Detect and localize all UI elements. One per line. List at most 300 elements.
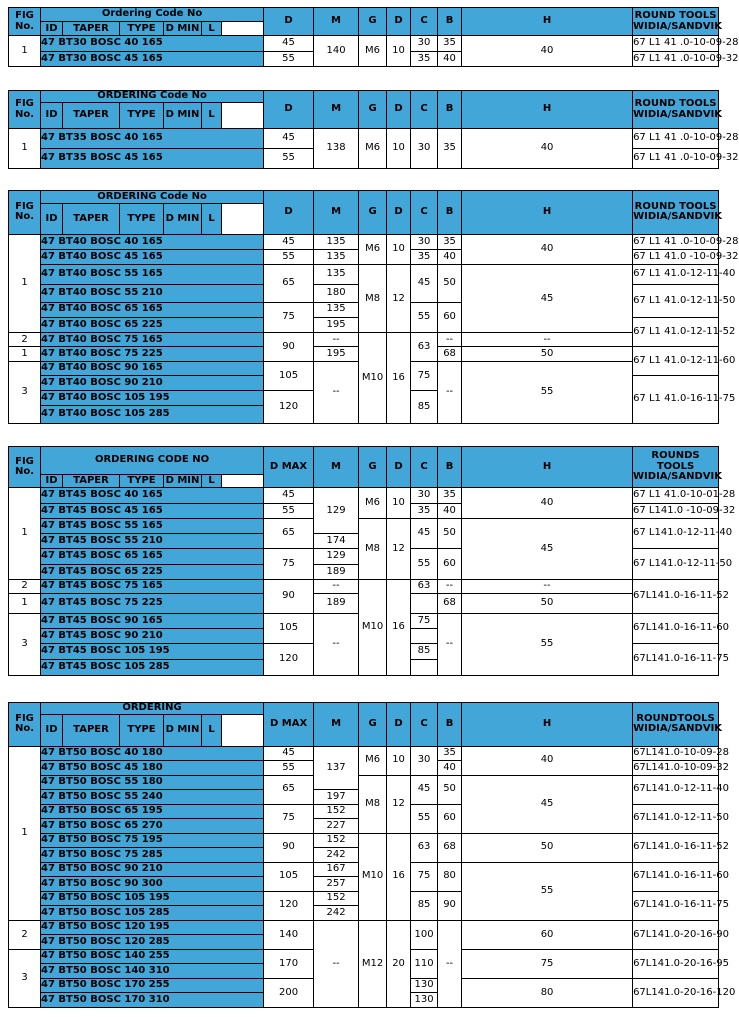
taper-header: TAPER	[63, 204, 120, 235]
m-cell: 152	[314, 833, 359, 848]
c-cell: 75	[411, 862, 438, 891]
type-header: TYPE	[120, 103, 164, 129]
fig-cell: 3	[9, 949, 41, 1007]
h-cell: 40	[462, 129, 633, 169]
m-cell: 195	[314, 317, 359, 332]
fig-header: FIG No.	[9, 447, 41, 488]
d-cell: 140	[264, 920, 314, 949]
ordering-code: 47 BT50 BOSC 170 310	[41, 993, 264, 1008]
tool-cell: 67L141.0-20-16-90	[633, 920, 719, 949]
b-header: B	[438, 191, 462, 235]
h-header: H	[462, 91, 633, 129]
dd-cell: 10	[387, 36, 411, 67]
tool-cell: 67L141.0-20-16-95	[633, 949, 719, 978]
c-cell: 130	[411, 978, 438, 993]
dd-header: D	[387, 447, 411, 488]
tool-cell: 67L141.0-16-11-75	[633, 644, 719, 676]
m-header: M	[314, 191, 359, 235]
g-cell: M6	[359, 488, 387, 519]
dd-cell: 12	[387, 518, 411, 579]
g-header: G	[359, 191, 387, 235]
tools-header: ROUNDS TOOLS WIDIA/SANDVIK	[633, 447, 719, 488]
b-cell: 60	[438, 549, 462, 580]
d-header: D	[264, 191, 314, 235]
g-header: G	[359, 703, 387, 747]
dd-cell: 10	[387, 746, 411, 775]
ordering-code: 47 BT50 BOSC 105 285	[41, 906, 264, 921]
ordering-code: 47 BT30 BOSC 40 165	[41, 36, 264, 51]
ordering-code: 47 BT40 BOSC 105 285	[41, 406, 264, 424]
h-header: H	[462, 703, 633, 747]
ordering-code: 47 BT45 BOSC 65 225	[41, 564, 264, 579]
fig-header: FIG No.	[9, 703, 41, 747]
b-cell: 40	[438, 761, 462, 776]
c-header: C	[411, 703, 438, 747]
b-cell: 35	[438, 36, 462, 51]
g-header: G	[359, 91, 387, 129]
ordering-code: 47 BT45 BOSC 40 165	[41, 488, 264, 503]
tool-cell: 67 L1 41.0-12-11-40	[633, 265, 719, 285]
d-cell: 200	[264, 978, 314, 1007]
h-cell: 40	[462, 488, 633, 519]
dmin-header: D MIN	[164, 715, 202, 746]
ordering-code: 47 BT30 BOSC 45 165	[41, 51, 264, 66]
m-cell: 129	[314, 488, 359, 534]
h-cell: 55	[462, 862, 633, 920]
tool-cell: 67L141.0-16-11-75	[633, 891, 719, 920]
h-cell: 50	[462, 347, 633, 361]
m-cell: --	[314, 613, 359, 675]
ordering-code: 47 BT40 BOSC 45 165	[41, 250, 264, 265]
b-cell: 68	[438, 594, 462, 614]
h-cell: 45	[462, 775, 633, 833]
c-cell: 35	[411, 503, 438, 518]
fig-cell: 3	[9, 361, 41, 423]
ordering-code: 47 BT45 BOSC 105 195	[41, 644, 264, 659]
ordering-code: 47 BT40 BOSC 105 195	[41, 391, 264, 406]
m-cell: 195	[314, 347, 359, 361]
m-cell: 242	[314, 906, 359, 921]
id-header: ID	[41, 22, 63, 36]
b-cell: 60	[438, 804, 462, 833]
ordering-code: 47 BT45 BOSC 75 225	[41, 594, 264, 614]
tool-cell: 67 L1 41.0-12-11-52	[633, 317, 719, 347]
b-cell: --	[438, 920, 462, 1007]
fig-header: FIG No.	[9, 191, 41, 235]
b-cell: 68	[438, 833, 462, 862]
b-cell: 80	[438, 862, 462, 891]
tool-cell: 67 L1 41.0-12-11-60	[633, 347, 719, 375]
tool-cell: 67 L1 41 .0-10-09-28	[633, 36, 719, 51]
ordering-code: 47 BT50 BOSC 120 285	[41, 935, 264, 950]
ordering-code: 47 BT45 BOSC 90 165	[41, 613, 264, 628]
spec-table-bt40	[8, 190, 739, 424]
tool-cell: 67L141.0-10-09-32	[633, 761, 719, 776]
c-cell: 45	[411, 775, 438, 804]
g-cell: M10	[359, 833, 387, 920]
ordering-code: 47 BT50 BOSC 140 310	[41, 964, 264, 979]
dmin-header: D MIN	[164, 22, 202, 36]
ordering-code: 47 BT50 BOSC 120 195	[41, 920, 264, 935]
b-cell: 50	[438, 775, 462, 804]
d-cell: 65	[264, 265, 314, 302]
m-cell: 167	[314, 862, 359, 877]
m-cell: 140	[314, 36, 359, 67]
tools-header: ROUND TOOLS WIDIA/SANDVIK	[633, 91, 719, 129]
m-header: M	[314, 91, 359, 129]
m-cell: 197	[314, 790, 359, 805]
dd-cell: 10	[387, 488, 411, 519]
d-cell: 75	[264, 804, 314, 833]
ordering-code: 47 BT45 BOSC 55 210	[41, 534, 264, 549]
ordering-code: 47 BT40 BOSC 65 225	[41, 317, 264, 332]
m-cell: 135	[314, 234, 359, 249]
d-cell: 55	[264, 51, 314, 66]
l-header: L	[202, 22, 222, 36]
m-cell: 152	[314, 804, 359, 819]
c-cell	[411, 659, 438, 675]
c-cell: 30	[411, 746, 438, 775]
b-cell: --	[438, 580, 462, 594]
ordering-code: 47 BT50 BOSC 65 195	[41, 804, 264, 819]
m-header: M	[314, 8, 359, 36]
h-cell: 40	[462, 36, 633, 67]
l-header: L	[202, 715, 222, 746]
c-cell: 63	[411, 833, 438, 862]
c-header: C	[411, 191, 438, 235]
ordering-code: 47 BT50 BOSC 105 195	[41, 891, 264, 906]
h-cell: 45	[462, 265, 633, 333]
ordering-code: 47 BT50 BOSC 75 285	[41, 848, 264, 863]
ordering-code: 47 BT40 BOSC 40 165	[41, 234, 264, 249]
m-cell: 227	[314, 819, 359, 834]
b-cell: 40	[438, 503, 462, 518]
c-cell: 55	[411, 549, 438, 580]
ordering-header: ORDERING Code No	[41, 91, 264, 103]
c-header: C	[411, 8, 438, 36]
c-cell: 30	[411, 234, 438, 249]
ordering-code: 47 BT45 BOSC 90 210	[41, 629, 264, 644]
dd-header: D	[387, 91, 411, 129]
ordering-code: 47 BT50 BOSC 75 195	[41, 833, 264, 848]
ordering-code: 47 BT50 BOSC 170 255	[41, 978, 264, 993]
tool-cell: 67 L1 41.0 -10-09-32	[633, 250, 719, 265]
d-cell: 45	[264, 129, 314, 149]
h-cell: 50	[462, 594, 633, 614]
d-cell: 90	[264, 333, 314, 361]
m-cell: 135	[314, 265, 359, 285]
ordering-header: ORDERING Code No	[41, 191, 264, 204]
id-header: ID	[41, 204, 63, 235]
g-cell: M12	[359, 920, 387, 1007]
d-cell: 105	[264, 862, 314, 891]
b-cell: 90	[438, 891, 462, 920]
h-cell: 40	[462, 746, 633, 775]
c-cell: 85	[411, 391, 438, 424]
fig-cell: 1	[9, 746, 41, 920]
ordering-code: 47 BT45 BOSC 65 165	[41, 549, 264, 564]
taper-header: TAPER	[63, 715, 120, 746]
g-cell: M8	[359, 775, 387, 833]
ordering-code: 47 BT40 BOSC 55 210	[41, 285, 264, 303]
h-cell: --	[462, 580, 633, 594]
c-header: C	[411, 447, 438, 488]
ordering-code: 47 BT50 BOSC 40 180	[41, 746, 264, 761]
tool-cell: 67L141.0-16-11-60	[633, 862, 719, 891]
tool-cell: 67 L1 41.0-16-11-75	[633, 375, 719, 423]
l-header: L	[202, 103, 222, 129]
dd-header: D	[387, 703, 411, 747]
ordering-code: 47 BT35 BOSC 45 165	[41, 149, 264, 169]
g-header: G	[359, 8, 387, 36]
d-cell: 120	[264, 391, 314, 424]
taper-header: TAPER	[63, 22, 120, 36]
c-cell: 110	[411, 949, 438, 978]
b-cell: --	[438, 613, 462, 675]
h-cell: 55	[462, 361, 633, 423]
h-cell: 55	[462, 613, 633, 675]
fig-cell: 2	[9, 580, 41, 594]
ordering-code: 47 BT50 BOSC 90 300	[41, 877, 264, 892]
ordering-code: 47 BT40 BOSC 75 225	[41, 347, 264, 361]
d-cell: 120	[264, 891, 314, 920]
c-cell	[411, 594, 438, 614]
h-cell: --	[462, 333, 633, 347]
ordering-code: 47 BT40 BOSC 55 165	[41, 265, 264, 285]
dd-cell: 16	[387, 833, 411, 920]
g-cell: M8	[359, 265, 387, 333]
c-cell: 75	[411, 613, 438, 628]
b-cell: 35	[438, 488, 462, 503]
dd-cell: 16	[387, 333, 411, 424]
taper-header: TAPER	[63, 475, 120, 488]
fig-cell: 1	[9, 488, 41, 580]
tools-header: ROUND TOOLS WIDIA/SANDVIK	[633, 191, 719, 235]
d-cell: 55	[264, 503, 314, 518]
l-header: L	[202, 204, 222, 235]
tool-cell: 67 L1 41.0-12-11-50	[633, 285, 719, 318]
tool-cell: 67 L1 41 .0-10-09-32	[633, 149, 719, 169]
fig-cell: 2	[9, 333, 41, 347]
b-cell: 60	[438, 302, 462, 333]
dmin-header: D MIN	[164, 204, 202, 235]
m-cell: --	[314, 361, 359, 423]
h-header: H	[462, 447, 633, 488]
fig-cell: 1	[9, 347, 41, 361]
h-header: H	[462, 191, 633, 235]
c-cell: 45	[411, 265, 438, 302]
spec-table-bt30	[8, 7, 739, 67]
d-cell: 45	[264, 36, 314, 51]
tool-cell: 67 L1 41 .0-10-09-32	[633, 51, 719, 66]
d-cell: 120	[264, 644, 314, 676]
c-cell: 55	[411, 302, 438, 333]
spec-table-bt45	[8, 446, 736, 676]
d-cell: 90	[264, 580, 314, 614]
fig-cell: 3	[9, 613, 41, 675]
ordering-code: 47 BT50 BOSC 55 240	[41, 790, 264, 805]
m-cell: 135	[314, 250, 359, 265]
d-cell: 75	[264, 302, 314, 333]
ordering-code: 47 BT50 BOSC 45 180	[41, 761, 264, 776]
type-header: TYPE	[120, 715, 164, 746]
c-cell: 45	[411, 518, 438, 549]
b-header: B	[438, 91, 462, 129]
b-cell: --	[438, 333, 462, 347]
tool-cell: 67L141.0-16-11-60	[633, 613, 719, 644]
g-cell: M6	[359, 234, 387, 265]
dd-cell: 16	[387, 580, 411, 676]
ordering-code: 47 BT40 BOSC 65 165	[41, 302, 264, 317]
b-cell: --	[438, 361, 462, 423]
type-header: TYPE	[120, 475, 164, 488]
h-cell: 50	[462, 833, 633, 862]
d-cell: 105	[264, 361, 314, 391]
tool-cell: 67L141.0-20-16-120	[633, 978, 719, 1007]
ordering-code: 47 BT45 BOSC 75 165	[41, 580, 264, 594]
g-cell: M10	[359, 333, 387, 424]
d-header: D MAX	[264, 447, 314, 488]
d-header: D MAX	[264, 703, 314, 747]
ordering-code: 47 BT40 BOSC 75 165	[41, 333, 264, 347]
d-header: D	[264, 91, 314, 129]
h-cell: 40	[462, 234, 633, 265]
ordering-code: 47 BT45 BOSC 45 165	[41, 503, 264, 518]
ordering-code: 47 BT50 BOSC 140 255	[41, 949, 264, 964]
ordering-header: ORDERING CODE NO	[41, 447, 264, 475]
d-cell: 45	[264, 746, 314, 761]
b-header: B	[438, 703, 462, 747]
b-cell: 40	[438, 51, 462, 66]
m-header: M	[314, 703, 359, 747]
g-cell: M6	[359, 746, 387, 775]
h-cell: 80	[462, 978, 633, 1007]
fig-header: FIG No.	[9, 8, 41, 36]
c-cell: 55	[411, 804, 438, 833]
m-cell: 129	[314, 549, 359, 564]
taper-header: TAPER	[63, 103, 120, 129]
b-cell: 35	[438, 234, 462, 249]
c-cell: 63	[411, 333, 438, 361]
type-header: TYPE	[120, 204, 164, 235]
c-cell: 30	[411, 488, 438, 503]
d-cell: 65	[264, 518, 314, 549]
dd-header: D	[387, 8, 411, 36]
m-cell: 242	[314, 848, 359, 863]
m-cell: 257	[314, 877, 359, 892]
d-cell: 55	[264, 761, 314, 776]
m-cell: 174	[314, 534, 359, 549]
c-cell: 63	[411, 580, 438, 594]
m-cell: 189	[314, 594, 359, 614]
fig-cell: 2	[9, 920, 41, 949]
h-cell: 45	[462, 518, 633, 579]
m-cell: 189	[314, 564, 359, 579]
tool-cell: 67L141.0-12-11-50	[633, 804, 719, 833]
tool-cell: 67 L1 41 .0-10-09-28	[633, 234, 719, 249]
dd-header: D	[387, 191, 411, 235]
d-cell: 90	[264, 833, 314, 862]
g-cell: M10	[359, 580, 387, 676]
fig-cell: 1	[9, 129, 41, 169]
tools-header: ROUND TOOLS WIDIA/SANDVIK	[633, 8, 719, 36]
tool-cell: 67 L141.0-12-11-50	[633, 549, 719, 580]
ordering-code: 47 BT40 BOSC 90 210	[41, 375, 264, 390]
c-cell: 85	[411, 891, 438, 920]
m-cell: --	[314, 333, 359, 347]
tool-cell: 67 L1 41 .0-10-09-28	[633, 129, 719, 149]
b-cell: 40	[438, 250, 462, 265]
tool-cell: 67L141.0-10-09-28	[633, 746, 719, 761]
b-cell: 35	[438, 129, 462, 169]
fig-cell: 1	[9, 36, 41, 67]
c-cell: 30	[411, 129, 438, 169]
c-header: C	[411, 91, 438, 129]
tool-cell: 67 L1 41.0-10-01-28	[633, 488, 719, 503]
m-header: M	[314, 447, 359, 488]
ordering-code: 47 BT45 BOSC 55 165	[41, 518, 264, 533]
c-cell: 130	[411, 993, 438, 1008]
b-cell: 50	[438, 518, 462, 549]
d-cell: 65	[264, 775, 314, 804]
tool-cell: 67L141.0-16-11-52	[633, 833, 719, 862]
g-cell: M8	[359, 518, 387, 579]
m-cell: --	[314, 580, 359, 594]
h-cell: 75	[462, 949, 633, 978]
m-cell: 180	[314, 285, 359, 303]
c-cell: 35	[411, 51, 438, 66]
ordering-header: Ordering Code No	[41, 8, 264, 22]
m-cell: 138	[314, 129, 359, 169]
m-cell: 152	[314, 891, 359, 906]
d-cell: 55	[264, 149, 314, 169]
c-cell: 75	[411, 361, 438, 391]
c-cell: 85	[411, 644, 438, 659]
m-cell: --	[314, 920, 359, 1007]
d-cell: 45	[264, 488, 314, 503]
ordering-header: ORDERING	[41, 703, 264, 715]
ordering-code: 47 BT45 BOSC 105 285	[41, 659, 264, 675]
fig-cell: 1	[9, 234, 41, 332]
dd-cell: 10	[387, 129, 411, 169]
g-header: G	[359, 447, 387, 488]
tool-cell: 67 L141.0 -10-09-32	[633, 503, 719, 518]
b-header: B	[438, 447, 462, 488]
g-cell: M6	[359, 36, 387, 67]
dd-cell: 12	[387, 265, 411, 333]
m-cell: 137	[314, 746, 359, 790]
ordering-code: 47 BT50 BOSC 90 210	[41, 862, 264, 877]
dd-cell: 12	[387, 775, 411, 833]
d-cell: 45	[264, 234, 314, 249]
b-cell: 50	[438, 265, 462, 302]
id-header: ID	[41, 475, 63, 488]
b-cell: 35	[438, 746, 462, 761]
c-cell: 35	[411, 250, 438, 265]
id-header: ID	[41, 715, 63, 746]
tools-header: ROUNDTOOLS WIDIA/SANDVIK	[633, 703, 719, 747]
c-cell: 30	[411, 36, 438, 51]
b-header: B	[438, 8, 462, 36]
dmin-header: D MIN	[164, 475, 202, 488]
g-cell: M6	[359, 129, 387, 169]
c-cell	[411, 629, 438, 644]
d-cell: 105	[264, 613, 314, 644]
h-header: H	[462, 8, 633, 36]
fig-header: FIG No.	[9, 91, 41, 129]
d-cell: 75	[264, 549, 314, 580]
fig-cell: 1	[9, 594, 41, 614]
